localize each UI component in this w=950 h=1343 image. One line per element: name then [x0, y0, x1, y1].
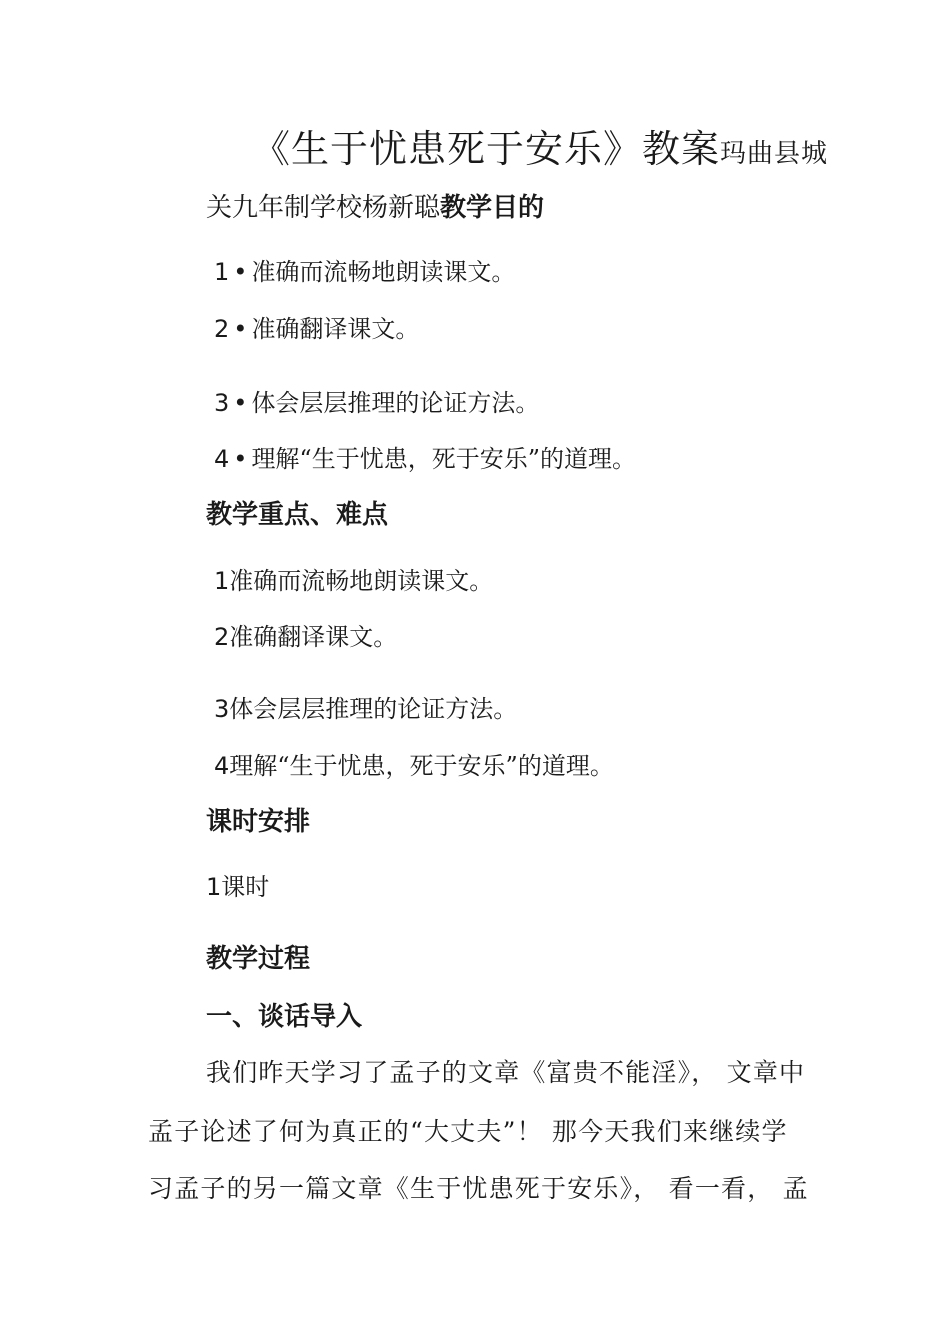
key-points-heading: 教学重点、难点 [206, 500, 389, 530]
objective-number: 3 [214, 389, 230, 417]
process-heading: 教学过程 [206, 944, 311, 974]
key-point-text: 体会层层推理的论证方法。 [229, 695, 518, 723]
key-point-text: 理解“生于忧患，死于安乐”的道理。 [229, 752, 614, 780]
key-point-number: 1 [214, 567, 230, 595]
paragraph-line-1: 我们昨天学习了孟子的文章《富贵不能淫》， 文章中 [206, 1058, 806, 1087]
key-point-item-3 [214, 689, 517, 724]
objectives-heading: 教学目的 [440, 193, 545, 223]
document-title [252, 118, 828, 173]
objective-text: 准确翻译课文。 [251, 315, 420, 343]
key-point-number: 2 [214, 623, 230, 651]
schedule-heading: 课时安排 [206, 807, 311, 837]
key-point-number: 4 [214, 752, 230, 780]
bullet-dot: • [233, 389, 248, 417]
key-point-item-1 [214, 561, 493, 596]
title-main: 《生于忧患死于安乐》教案 [252, 127, 721, 171]
step-1-heading: 一、谈话导入 [206, 1002, 363, 1032]
key-point-item-4 [214, 746, 614, 781]
key-point-text: 准确翻译课文。 [229, 623, 398, 651]
objective-number: 4 [214, 445, 230, 473]
objective-item-1 [214, 252, 515, 287]
schedule-number: 1 [206, 873, 222, 901]
title-author-part-a: 玛曲县城 [720, 139, 829, 169]
bullet-dot: • [233, 258, 248, 286]
key-point-item-2 [214, 617, 397, 652]
objective-text: 理解“生于忧患，死于安乐”的道理。 [251, 445, 636, 473]
bullet-dot: • [233, 315, 248, 343]
objective-text: 体会层层推理的论证方法。 [251, 389, 540, 417]
objective-number: 1 [214, 258, 230, 286]
key-point-number: 3 [214, 695, 230, 723]
schedule-text: 课时 [221, 873, 270, 901]
paragraph-line-2: 孟子论述了何为真正的“大丈夫”！ 那今天我们来继续学 [148, 1117, 788, 1146]
objective-item-3 [214, 383, 539, 418]
author-line [206, 187, 544, 224]
objective-item-4 [214, 439, 636, 474]
objective-number: 2 [214, 315, 230, 343]
objective-text: 准确而流畅地朗读课文。 [251, 258, 516, 286]
objective-item-2 [214, 309, 419, 344]
paragraph-line-3: 习孟子的另一篇文章《生于忧患死于安乐》， 看一看， 孟 [148, 1174, 809, 1203]
title-author-part-b: 关九年制学校杨新聪 [206, 193, 441, 223]
schedule-value [206, 867, 269, 902]
key-point-text: 准确而流畅地朗读课文。 [229, 567, 494, 595]
bullet-dot: • [233, 445, 248, 473]
